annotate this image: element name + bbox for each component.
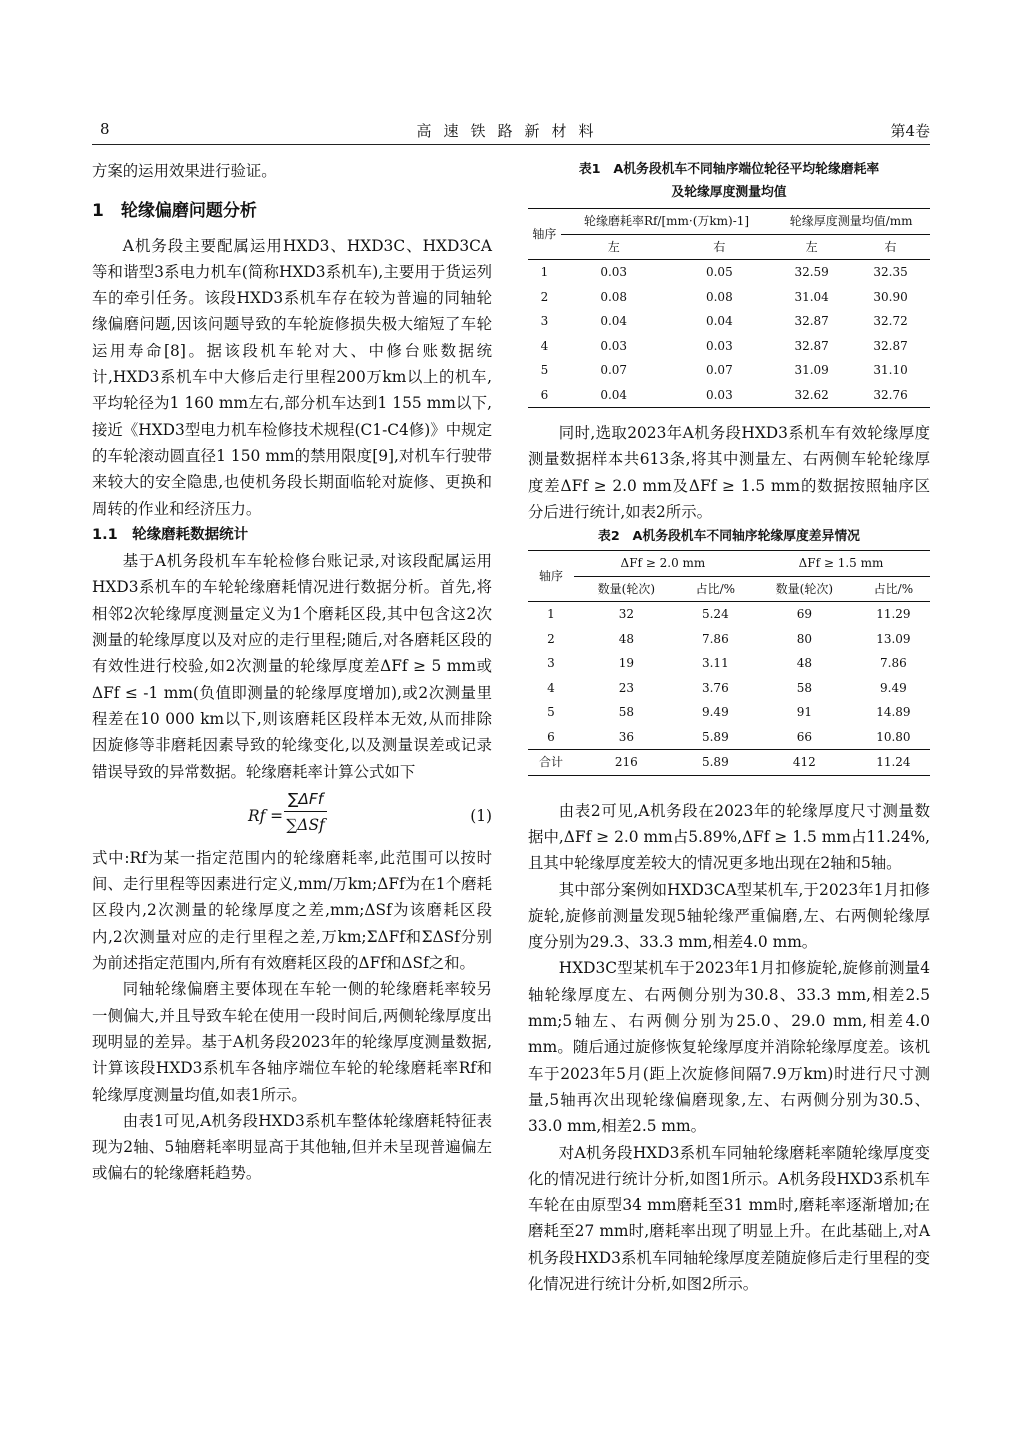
volume-label: 第4卷 (890, 122, 930, 140)
table-cell: 32.72 (873, 314, 908, 328)
table-cell: 11.29 (876, 607, 911, 622)
table-cell: 1 (540, 265, 549, 279)
table-header: ΔFf ≥ 1.5 mm (752, 551, 930, 577)
table-row (528, 383, 930, 408)
journal-title: 高速铁路新材料 (416, 122, 606, 140)
table-header: 数量(轮次) (775, 581, 834, 596)
table-cell: 0.08 (705, 289, 733, 304)
table-cell: 80 (796, 631, 812, 646)
table-cell: 2 (540, 289, 549, 304)
table-cell: 0.03 (705, 387, 733, 402)
table-cell: 91 (796, 705, 812, 720)
table-row (528, 285, 930, 310)
table-cell: 5.24 (701, 607, 729, 622)
formula-1 (92, 785, 492, 845)
formula-numerator: ∑ΔFf (284, 787, 327, 812)
table-cell: 11.24 (876, 755, 911, 770)
table-row (528, 676, 930, 701)
paragraph: 其中部分案例如HXD3CA型某机车,于2023年1月扣修旋轮,旋修前测量发现5轴轮缘严重偏磨,左、右两侧轮缘厚度分别为29.3、33.3 mm,相差4.0 mm。 (528, 880, 930, 952)
formula-denominator: ∑ΔSf (286, 815, 325, 834)
table1-caption-line2: 及轮缘厚度测量均值 (671, 185, 787, 200)
table-header: 轮缘磨耗率Rf/[mm·(万km)-1] (561, 209, 772, 235)
table-cell: 30.90 (873, 289, 908, 304)
table-row (528, 334, 930, 359)
paragraph: 对A机务段HXD3系机车同轴轮缘磨耗率随轮缘厚度变化的情况进行统计分析,如图1所示。A机务段HXD3系机车车轮在由原型34 mm磨耗至31 mm时,磨耗率逐渐增加;在磨耗至27 mm时,磨耗率出现了明显上升。在此基础上,对A机务段HXD3系机车同轴轮缘厚度差随旋修后走行里程的变化情况进行统计分析,如图2所示。 (528, 1143, 930, 1294)
table-cell: 0.03 (600, 265, 628, 279)
table-header: 数量(轮次) (597, 581, 656, 596)
table-cell: 32.35 (873, 265, 908, 279)
table-cell: 31.09 (794, 363, 829, 377)
page-number: 8 (100, 120, 110, 138)
table-cell: 31.04 (794, 289, 829, 304)
table-cell: 3.76 (701, 680, 729, 695)
table-cell: 32.59 (794, 265, 829, 279)
table2-caption: 表2 A机务段机车不同轴序轮缘厚度差异情况 (598, 529, 860, 545)
table-cell: 4 (547, 680, 555, 695)
table-cell: 6 (540, 387, 549, 402)
table-header: 轴序 (528, 209, 561, 260)
table-header: 右 (713, 239, 726, 254)
paragraph: 由表2可见,A机务段在2023年的轮缘厚度尺寸测量数据中,ΔFf ≥ 2.0 mm占5.89%,ΔFf ≥ 1.5 mm占11.24%,且其中轮缘厚度差较大的情况更多地出现在2轴和5轴。 (528, 801, 930, 873)
table-cell: 0.03 (600, 338, 628, 353)
table-cell: 10.80 (876, 729, 911, 744)
table-header: 轮缘厚度测量均值/mm (772, 209, 930, 235)
table-cell: 32.87 (794, 338, 829, 353)
table-cell: 3 (540, 314, 549, 328)
table-cell: 32.87 (873, 338, 908, 353)
table-row (528, 309, 930, 334)
table-cell: 3 (547, 656, 555, 671)
table-cell: 32.62 (794, 387, 829, 402)
table-cell: 2 (547, 631, 555, 646)
table-cell: 58 (618, 705, 634, 720)
table-header: ΔFf ≥ 2.0 mm (574, 551, 752, 577)
table-row (528, 651, 930, 676)
table1-caption: 表1 A机务段机车不同轴序端位轮径平均轮缘磨耗率 (578, 162, 880, 177)
table-row (528, 725, 930, 750)
paragraph: 同轴轮缘偏磨主要体现在车轮一侧的轮缘磨耗率较另一侧偏大,并且导致车轮在使用一段时间后,两侧轮缘厚度出现明显的差异。基于A机务段2023年的轮缘厚度测量数据,计算该段HXD3系机车各轴序端位车轮的轮缘磨耗率Rf和轮缘厚度测量均值,如表1所示。 (92, 980, 492, 1104)
table-row (528, 627, 930, 652)
paragraph: 由表1可见,A机务段HXD3系机车整体轮缘磨耗特征表现为2轴、5轴磨耗率明显高于其他轴,但并未呈现普遍偏左或偏右的轮缘磨耗趋势。 (92, 1111, 492, 1183)
table-cell: 9.49 (880, 680, 907, 695)
formula-number: (1) (470, 806, 492, 825)
table-cell: 32.87 (794, 314, 829, 328)
table-cell: 19 (618, 656, 634, 671)
paragraph: 同时,选取2023年A机务段HXD3系机车有效轮缘厚度测量数据样本共613条,将其中测量左、右两侧车轮轮缘厚度差ΔFf ≥ 2.0 mm及ΔFf ≥ 1.5 mm的数据按照轴序区分后进行统计,如表2所示。 (528, 424, 930, 521)
table-cell: 0.04 (600, 387, 628, 402)
table-header: 轴序 (528, 551, 574, 602)
table-cell: 9.49 (701, 705, 729, 720)
table-cell: 13.09 (876, 631, 911, 646)
table-cell: 216 (614, 755, 638, 770)
table-cell: 32.76 (873, 387, 908, 402)
table-cell: 7.86 (880, 656, 907, 671)
paragraph: HXD3C型某机车于2023年1月扣修旋轮,旋修前测量4轴轮缘厚度左、右两侧分别为30.8、33.3 mm,相差2.5 mm;5轴左、右两侧分别为25.0、29.0 mm,相差4.0 mm。随后通过旋修恢复轮缘厚度并消除轮缘厚度差。该机车于2023年5月(距上次旋修间隔7.9万km)时进行尺寸测量,5轴再次出现轮缘偏磨现象,左、右两侧分别为30.5、33.0 mm,相差2.5 mm。 (528, 959, 930, 1136)
table-cell: 412 (792, 755, 816, 770)
table-cell: 4 (540, 338, 549, 353)
paragraph: 方案的运用效果进行验证。 (92, 162, 277, 180)
table-cell: 5.89 (701, 755, 729, 770)
table-header: 占比/% (873, 581, 914, 596)
section-heading: 1 轮缘偏磨问题分析 (92, 201, 257, 222)
table-cell: 31.10 (873, 363, 908, 377)
table-header: 右 (884, 239, 897, 254)
table-cell: 0.04 (705, 314, 733, 328)
table-cell: 48 (618, 631, 634, 646)
table-cell: 合计 (538, 755, 563, 770)
table-row (528, 602, 930, 627)
paragraph: 式中:Rf为某一指定范围内的轮缘磨耗率,此范围可以按时间、走行里程等因素进行定义,mm/万km;ΔFf为在1个磨耗区段内,2次测量的轮缘厚度之差,mm;ΔSf为该磨耗区段内,2次测量对应的走行里程之差,万km;ΣΔFf和ΣΔSf分别为前述指定范围内,所有有效磨耗区段的ΔFf和ΔSf之和。 (92, 848, 492, 973)
table-cell: 0.08 (600, 289, 628, 304)
table-cell: 5 (540, 363, 549, 377)
table-cell: 5.89 (701, 729, 729, 744)
table-cell: 36 (618, 729, 634, 744)
table-header: 占比/% (695, 581, 736, 596)
table-cell: 7.86 (701, 631, 729, 646)
table-total-row (528, 750, 930, 776)
table-cell: 3.11 (701, 656, 729, 671)
right-column (528, 158, 930, 1297)
table-2 (528, 550, 930, 776)
formula-fraction (284, 787, 327, 838)
table-header: 左 (607, 239, 620, 254)
table-row (528, 700, 930, 725)
left-column (92, 158, 492, 1187)
table-cell: 69 (796, 607, 812, 622)
table-cell: 23 (618, 680, 634, 695)
table-cell: 0.07 (600, 363, 628, 377)
table-cell: 58 (796, 680, 812, 695)
table-cell: 6 (547, 729, 555, 744)
table-1 (528, 208, 930, 408)
table-cell: 48 (796, 656, 812, 671)
table-cell: 0.07 (705, 363, 733, 377)
table-cell: 0.03 (705, 338, 733, 353)
table-row (528, 260, 930, 285)
table-header: 左 (805, 239, 818, 254)
table-cell: 0.05 (705, 265, 733, 279)
table-cell: 66 (796, 729, 812, 744)
formula-lhs: Rf = (248, 806, 284, 825)
table-row (528, 358, 930, 383)
table-cell: 0.04 (600, 314, 628, 328)
table-cell: 32 (618, 607, 634, 622)
paragraph: A机务段主要配属运用HXD3、HXD3C、HXD3CA等和谐型3系电力机车(简称HXD3系机车),主要用于货运列车的牵引任务。该段HXD3系机车存在较为普遍的同轴轮缘偏磨问题,因该问题导致的车轮旋修损失极大缩短了车轮运用寿命[8]。据该段机车轮对大、中修台账数据统计,HXD3系机车中大修后走行里程200万km以上的机车,平均轮径为1 160 mm左右,部分机车达到1 155 mm以下,接近《HXD3型电力机车检修技术规程(C1-C4修)》中规定的车轮滚动圆直径1 150 mm的禁用限度[9],对机车行驶带来较大的安全隐患,也使机务段长期面临轮对旋修、更换和周转的作业和经济压力。 (92, 236, 492, 518)
table-cell: 1 (547, 607, 555, 622)
subsection-heading: 1.1 轮缘磨耗数据统计 (92, 526, 249, 543)
paragraph: 基于A机务段机车车轮检修台账记录,对该段配属运用HXD3系机车的车轮轮缘磨耗情况进行数据分析。首先,将相邻2次轮缘厚度测量定义为1个磨耗区段,其中包含这2次测量的轮缘厚度以及对应的走行里程;随后,对各磨耗区段的有效性进行校验,如2次测量的轮缘厚度差ΔFf ≥ 5 mm或ΔFf ≤ -1 mm(负值即测量的轮缘厚度增加),或2次测量里程差在10 000 km以下,则该磨耗区段样本无效,从而排除因旋修等非磨耗因素导致的轮缘变化,以及测量误差或记录错误导致的异常数据。轮缘磨耗率计算公式如下 (92, 552, 492, 781)
table-cell: 14.89 (876, 705, 911, 720)
table-cell: 5 (547, 705, 555, 720)
running-header (92, 118, 930, 145)
